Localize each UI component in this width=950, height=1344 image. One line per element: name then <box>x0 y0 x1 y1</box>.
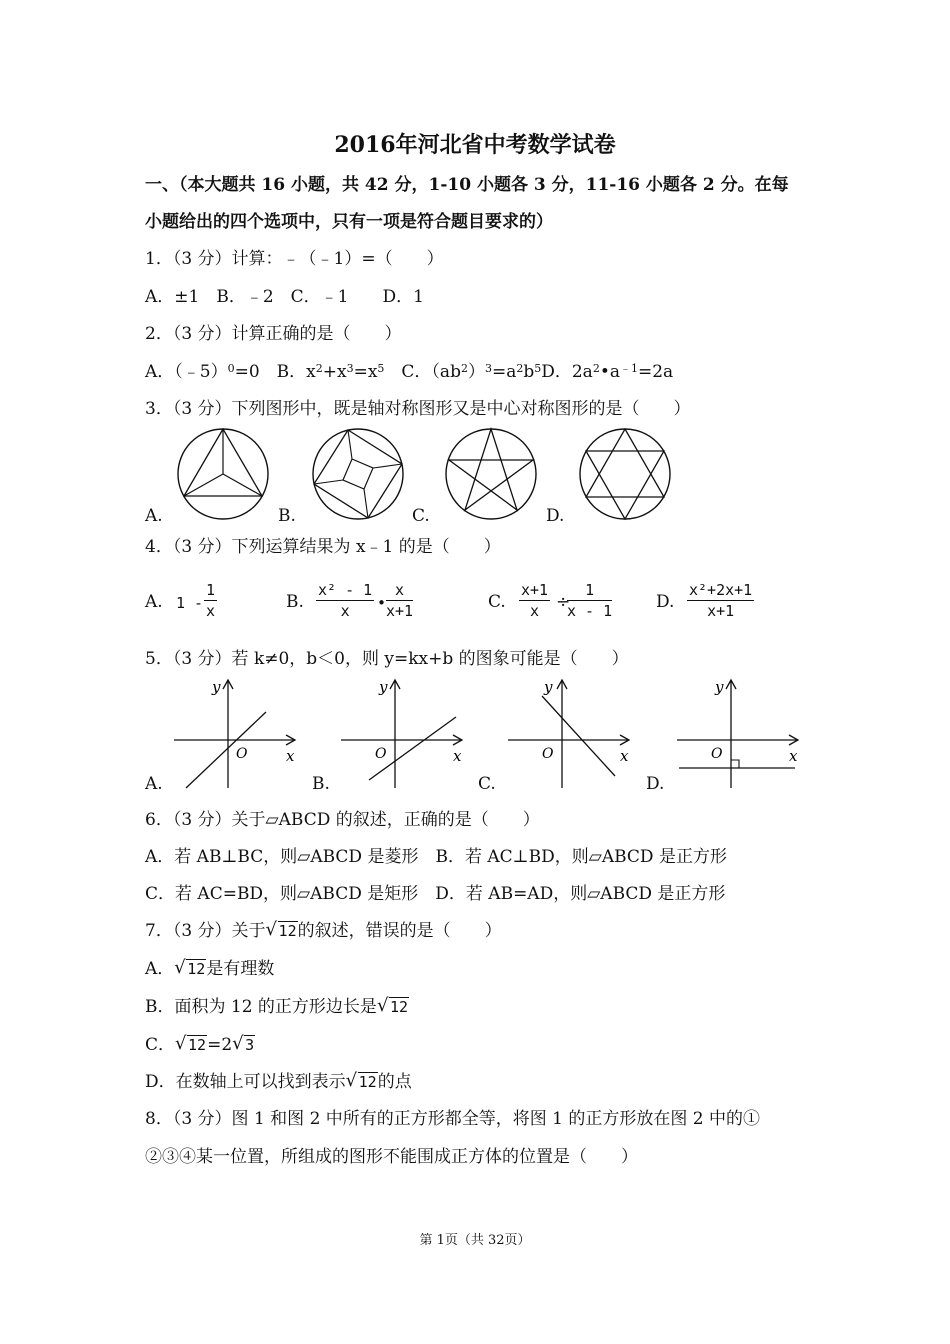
q5-b-x-label: x <box>453 747 462 765</box>
q3-label-b: B. <box>278 506 296 526</box>
q8-stem-line2: ②③④某一位置，所组成的图形不能围成正方体的位置是（ ） <box>145 1147 638 1167</box>
q6-stem: 6．（3 分）关于▱ABCD 的叙述，正确的是（ ） <box>145 810 540 830</box>
page-footer: 第 1页（共 32页） <box>419 1233 531 1248</box>
q5-a-origin: O <box>236 746 248 762</box>
q2-options: A．（﹣5）$^0$=0 B．$x^2+x^3=x^5$ C．$(ab^2)^3=a^2b^5D$．$2a^2•a^{﹣1}=2a$ <box>145 362 674 382</box>
q3-label-d: D. <box>546 506 565 526</box>
q5-label-d: D. <box>646 774 665 794</box>
q4-a-prefix: 1 - <box>176 594 204 612</box>
q5-graph-a <box>174 676 300 790</box>
q5-d-origin: O <box>711 746 723 762</box>
q5-c-origin: O <box>542 746 554 762</box>
q6-options-ab: A．若 AB⊥BC，则▱ABCD 是菱形 B．若 AC⊥BD，则▱ABCD 是正方形 <box>145 847 727 867</box>
q3-figure-d <box>577 426 673 522</box>
q5-label-c: C. <box>478 774 496 794</box>
q1-options: A．±1 B．﹣2 C．﹣1 D．1 <box>145 287 424 307</box>
q4-c-div: ÷ <box>556 592 571 612</box>
section-heading-line2: 小题给出的四个选项中，只有一项是符合题目要求的） <box>145 212 553 232</box>
q4-c-fraction2: $\frac{1}{x - 1}$ <box>567 581 613 620</box>
q5-a-y-label: y <box>212 678 221 696</box>
q3-label-c: C. <box>412 506 430 526</box>
q4-stem: 4．（3 分）下列运算结果为 x﹣1 的是（ ） <box>145 537 501 557</box>
q4-label-b: B. <box>286 592 304 612</box>
q5-b-origin: O <box>375 746 387 762</box>
q3-figure-a <box>175 426 271 522</box>
q5-c-x-label: x <box>620 747 629 765</box>
q7-option-c: C．√ 12=2√ 3 <box>145 1034 255 1056</box>
q5-graph-d <box>677 676 803 790</box>
q5-d-x-label: x <box>789 747 798 765</box>
q1-stem: 1．（3 分）计算：﹣（﹣1）=（ ） <box>145 249 444 269</box>
q4-c-fraction1: $\frac{x+1}{x}$ <box>521 581 549 620</box>
q5-d-y-label: y <box>715 678 724 696</box>
q4-label-a: A. <box>145 592 163 612</box>
q7-sqrt: √ 12 <box>266 920 298 942</box>
q7-option-a: A．√ 12是有理数 <box>145 958 274 980</box>
section-heading-line1: 一、（本大题共 16 小题，共 42 分，1-10 小题各 3 分，11-16 小题各 2 分。在每 <box>145 175 789 195</box>
q4-b-dot: • <box>377 594 387 612</box>
q4-b-fraction1: $\frac{\text{x² - 1}}{x}$ <box>318 581 373 620</box>
q3-figure-c <box>443 426 539 522</box>
q8-stem-line1: 8．（3 分）图 1 和图 2 中所有的正方形都全等，将图 1 的正方形放在图 2 中的① <box>145 1109 761 1129</box>
q5-stem: 5．（3 分）若 k≠0，b＜0，则 y=kx+b 的图象可能是（ ） <box>145 649 629 669</box>
q4-a-fraction: $\frac{1}{x}$ <box>206 581 216 620</box>
q7-option-d: D．在数轴上可以找到表示√ 12的点 <box>145 1071 412 1093</box>
q5-label-b: B. <box>312 774 330 794</box>
q5-graph-c <box>508 676 634 790</box>
q4-d-fraction: $\frac{\text{x²+2x+1}}{x+1}$ <box>689 581 753 620</box>
q3-label-a: A. <box>145 506 163 526</box>
q5-c-y-label: y <box>544 678 553 696</box>
q4-label-d: D. <box>656 592 675 612</box>
q5-a-x-label: x <box>286 747 295 765</box>
page-title: 2016年河北省中考数学试卷 <box>334 132 616 158</box>
q5-b-y-label: y <box>379 678 388 696</box>
q7-option-b: B．面积为 12 的正方形边长是√ 12 <box>145 996 409 1018</box>
q3-figure-b <box>310 426 406 522</box>
q3-stem: 3．（3 分）下列图形中，既是轴对称图形又是中心对称图形的是（ ） <box>145 399 691 419</box>
q7-stem: 7．（3 分）关于√ 12的叙述，错误的是（ ） <box>145 920 502 942</box>
q6-options-cd: C．若 AC=BD，则▱ABCD 是矩形 D．若 AB=AD，则▱ABCD 是正方形 <box>145 884 726 904</box>
q4-b-fraction2: $\frac{x}{x+1}$ <box>386 581 414 620</box>
q2-stem: 2．（3 分）计算正确的是（ ） <box>145 324 402 344</box>
q4-label-c: C. <box>488 592 506 612</box>
q5-graph-b <box>341 676 467 790</box>
q5-label-a: A. <box>145 774 163 794</box>
